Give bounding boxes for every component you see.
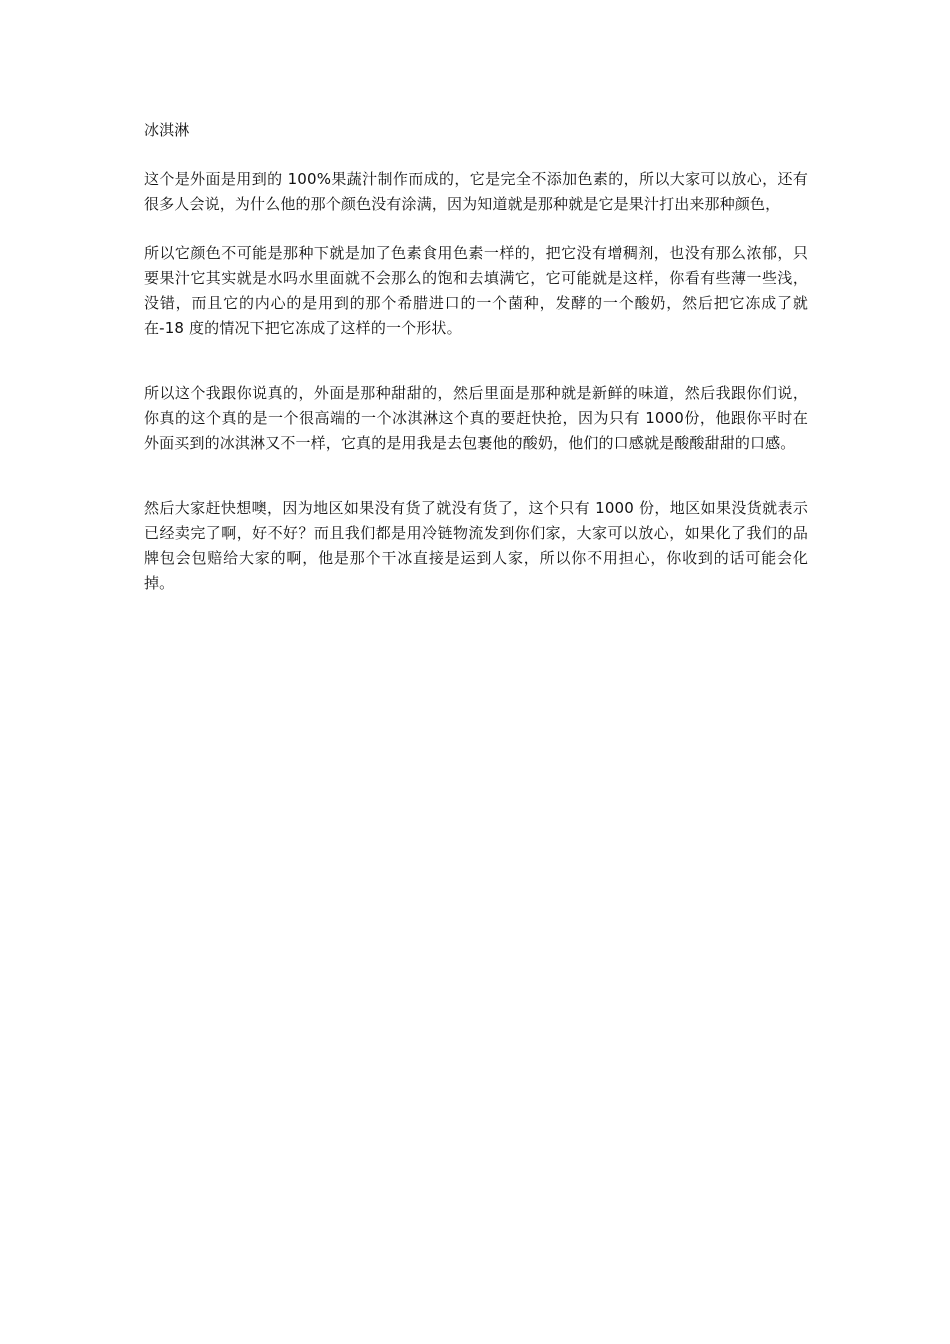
- paragraph-4: 然后大家赶快想噢，因为地区如果没有货了就没有货了，这个只有 1000 份，地区如果没货就表示已经卖完了啊，好不好？而且我们都是用冷链物流发到你们家，大家可以放心，如果化了我们的品牌包会包赔给大家的啊，他是那个干冰直接是运到人家，所以你不用担心，你收到的话可能会化掉。: [144, 499, 808, 592]
- paragraph-1: 这个是外面是用到的 100%果蔬汁制作而成的，它是完全不添加色素的，所以大家可以放心，还有很多人会说，为什么他的那个颜色没有涂满，因为知道就是那种就是它是果汁打出来那种颜色，: [144, 170, 808, 213]
- paragraph-2: 所以它颜色不可能是那种下就是加了色素食用色素一样的，把它没有增稠剂，也没有那么浓郁，只要果汁它其实就是水吗水里面就不会那么的饱和去填满它，它可能就是这样，你看有些薄一些浅，没错，而且它的内心的是用到的那个希腊进口的一个菌种，发酵的一个酸奶，然后把它冻成了就在-18 度的情况下把它冻成了这样的一个形状。: [144, 244, 808, 337]
- document-title: 冰淇淋: [144, 121, 190, 139]
- document-body: [144, 118, 808, 596]
- paragraph-3: 所以这个我跟你说真的，外面是那种甜甜的，然后里面是那种就是新鲜的味道，然后我跟你们说，你真的这个真的是一个很高端的一个冰淇淋这个真的要赶快抢，因为只有 1000份，他跟你平时在外面买到的冰淇淋又不一样，它真的是用我是去包裹他的酸奶，他们的口感就是酸酸甜甜的口感。: [144, 384, 808, 452]
